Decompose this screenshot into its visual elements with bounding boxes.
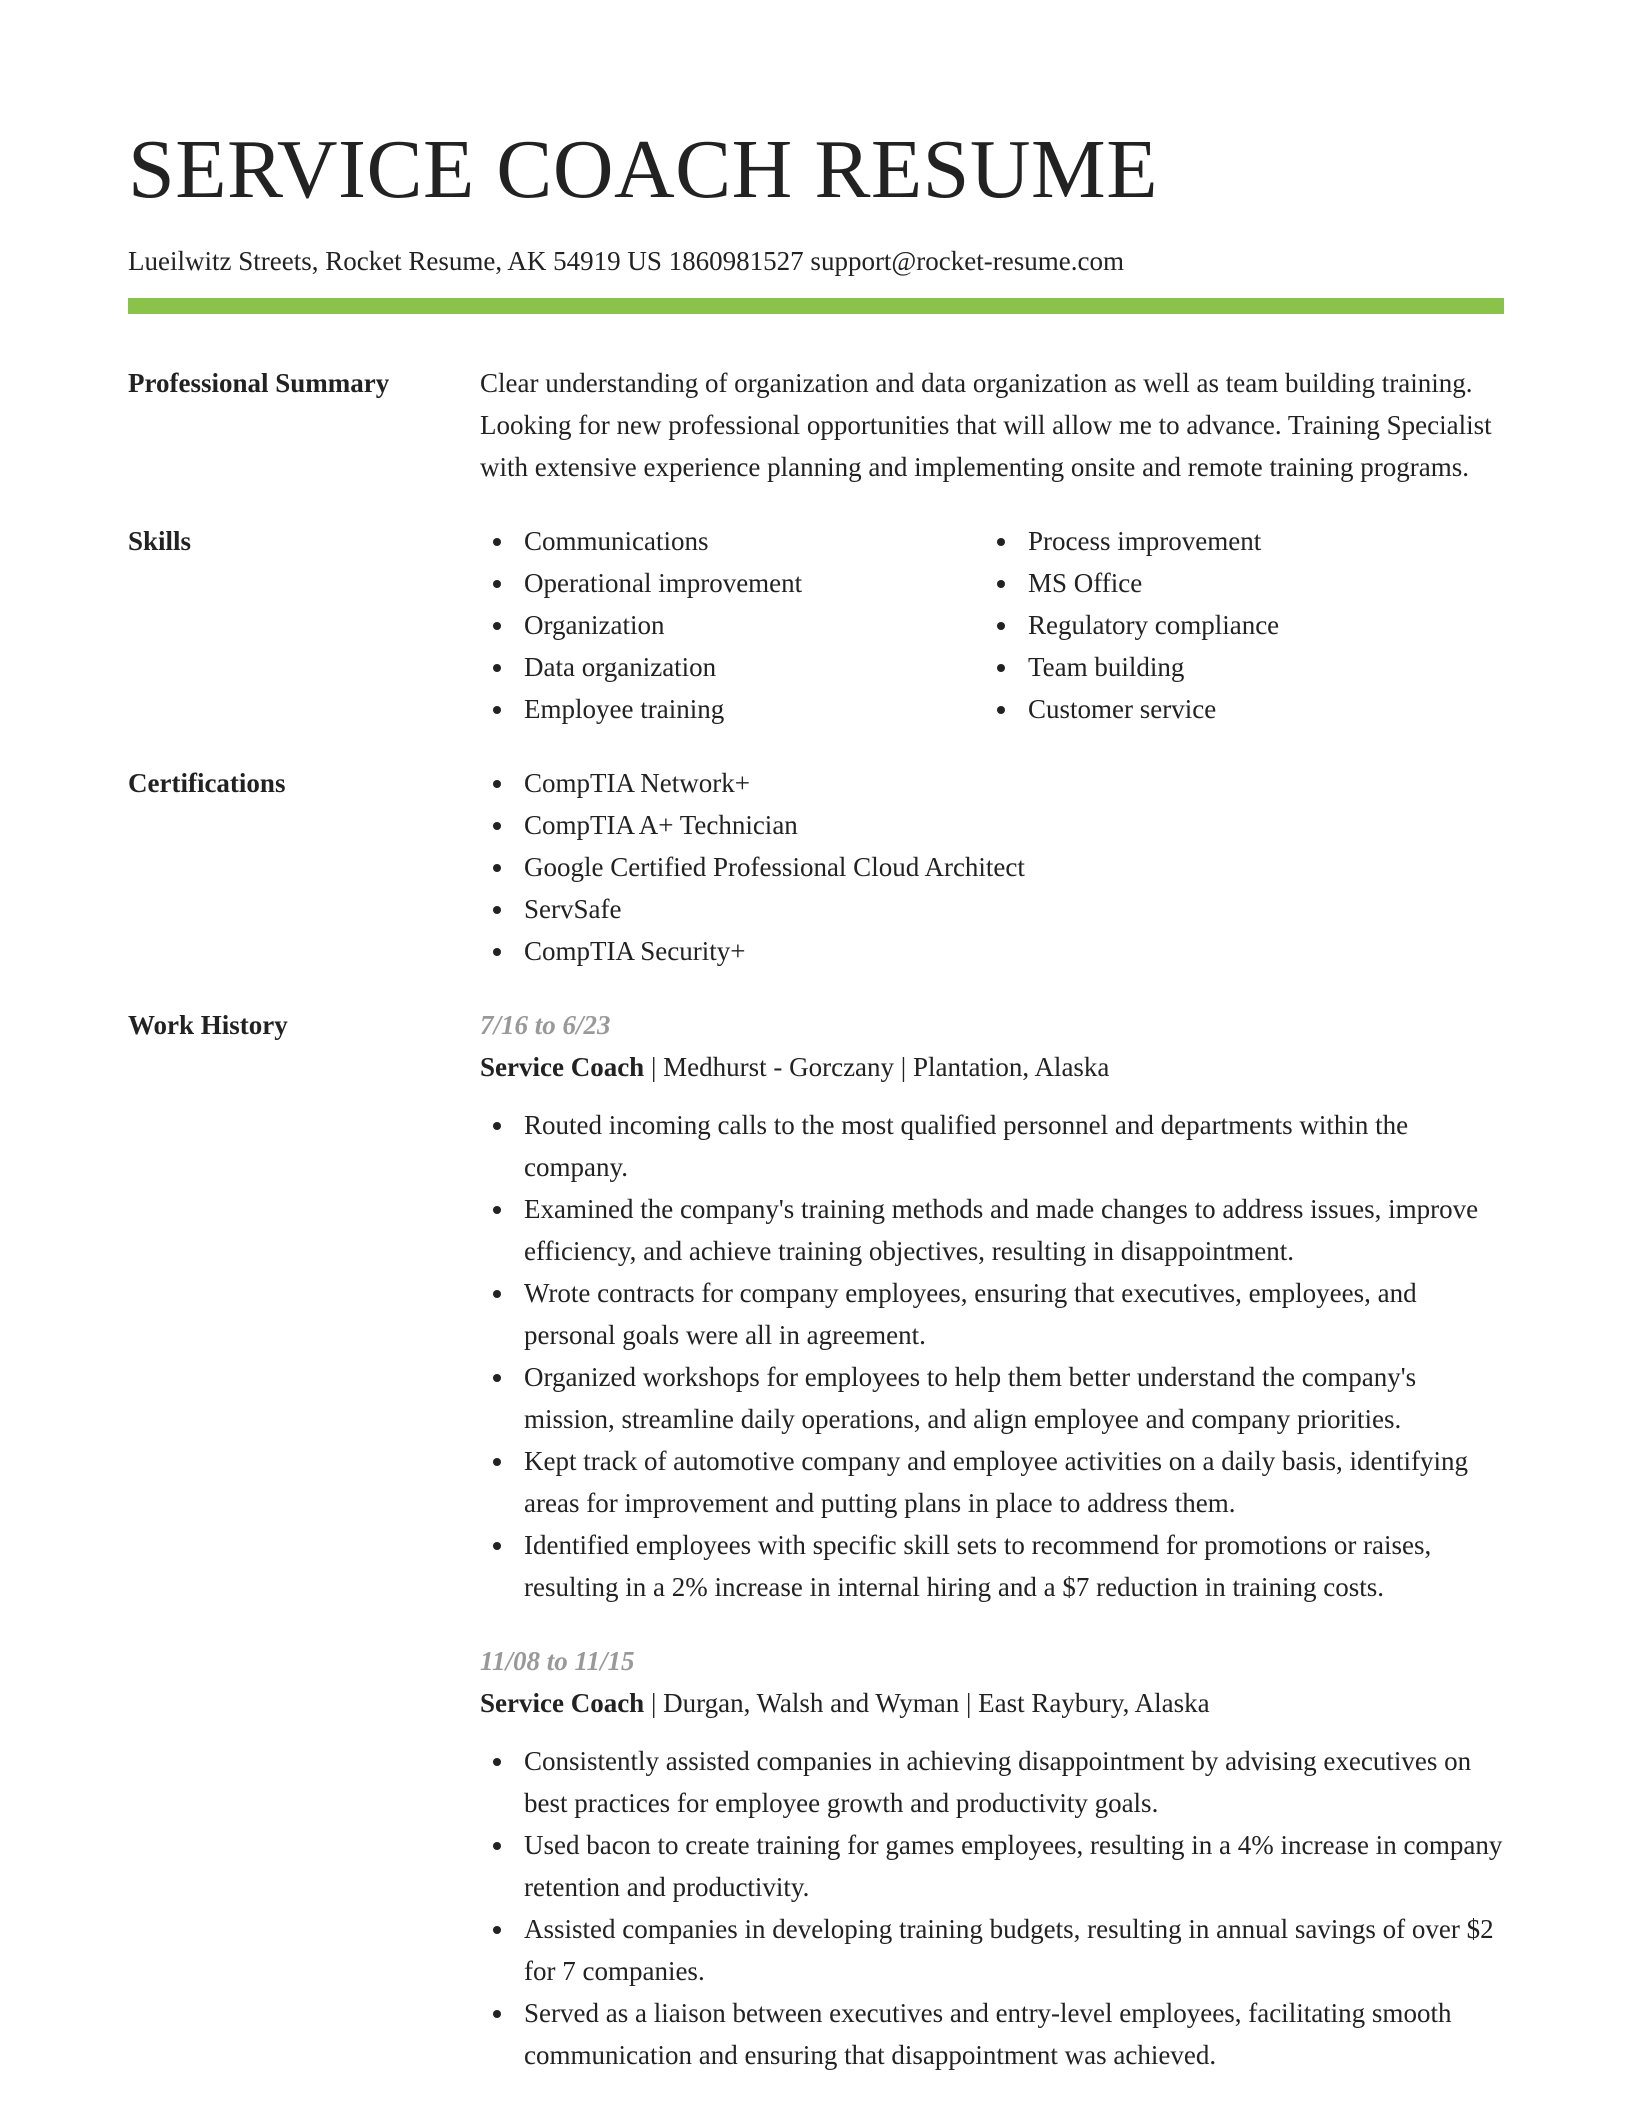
resume-title: SERVICE COACH RESUME bbox=[128, 123, 1159, 216]
summary-label: Professional Summary bbox=[128, 368, 390, 398]
job-header bbox=[480, 1046, 1504, 1088]
certifications-list bbox=[480, 762, 1504, 972]
skill-item: Communications bbox=[480, 520, 984, 562]
job-details: | Medhurst - Gorczany | Plantation, Alaska bbox=[644, 1052, 1110, 1082]
job-bullets bbox=[480, 1740, 1504, 2076]
job-bullet: Examined the company's training methods and made changes to address issues, improve efficiency, and achieve training objectives, resulting in disappointment. bbox=[480, 1188, 1504, 1272]
job-dates: 11/08 to 11/15 bbox=[480, 1646, 635, 1676]
skills-section bbox=[128, 520, 1504, 730]
skill-item: Regulatory compliance bbox=[984, 604, 1488, 646]
summary-text: Clear understanding of organization and data organization as well as team building training. Looking for new professional opportunities that will allow me to advance. Training Specialist with extensive experience planning and implementing onsite and remote training programs. bbox=[480, 368, 1492, 482]
job-header bbox=[480, 1682, 1504, 1724]
skill-item: Operational improvement bbox=[480, 562, 984, 604]
job-details: | Durgan, Walsh and Wyman | East Raybury, Alaska bbox=[644, 1688, 1210, 1718]
skills-list-left bbox=[480, 520, 984, 730]
certification-item: CompTIA Network+ bbox=[480, 762, 1504, 804]
job-dates: 7/16 to 6/23 bbox=[480, 1010, 611, 1040]
job-entry bbox=[480, 1004, 1504, 1608]
job-bullet: Kept track of automotive company and employee activities on a daily basis, identifying areas for improvement and putting plans in place to address them. bbox=[480, 1440, 1504, 1524]
job-role: Service Coach bbox=[480, 1052, 645, 1082]
job-bullet: Used bacon to create training for games employees, resulting in a 4% increase in company retention and productivity. bbox=[480, 1824, 1504, 1908]
contact-line: Lueilwitz Streets, Rocket Resume, AK 54919 US 1860981527 support@rocket-resume.com bbox=[128, 246, 1124, 276]
skill-item: Customer service bbox=[984, 688, 1488, 730]
skill-item: Process improvement bbox=[984, 520, 1488, 562]
certification-item: CompTIA A+ Technician bbox=[480, 804, 1504, 846]
certification-item: CompTIA Security+ bbox=[480, 930, 1504, 972]
job-bullet: Assisted companies in developing training budgets, resulting in annual savings of over $2 for 7 companies. bbox=[480, 1908, 1504, 1992]
job-bullet: Served as a liaison between executives and entry-level employees, facilitating smooth communication and ensuring that disappointment was achieved. bbox=[480, 1992, 1504, 2076]
job-bullet: Organized workshops for employees to help them better understand the company's mission, streamline daily operations, and align employee and company priorities. bbox=[480, 1356, 1504, 1440]
certification-item: Google Certified Professional Cloud Architect bbox=[480, 846, 1504, 888]
skill-item: Team building bbox=[984, 646, 1488, 688]
job-bullet: Wrote contracts for company employees, ensuring that executives, employees, and personal goals were all in agreement. bbox=[480, 1272, 1504, 1356]
summary-section bbox=[128, 362, 1504, 488]
skill-item: Organization bbox=[480, 604, 984, 646]
skills-grid bbox=[480, 520, 1504, 730]
work-history-label: Work History bbox=[128, 1010, 288, 1040]
job-role: Service Coach bbox=[480, 1688, 645, 1718]
work-history-section bbox=[128, 1004, 1504, 2076]
skill-item: Employee training bbox=[480, 688, 984, 730]
job-bullet: Routed incoming calls to the most qualified personnel and departments within the company. bbox=[480, 1104, 1504, 1188]
job-entry bbox=[480, 1640, 1504, 2076]
skills-list-right bbox=[984, 520, 1488, 730]
certification-item: ServSafe bbox=[480, 888, 1504, 930]
certifications-body bbox=[480, 762, 1504, 972]
certifications-label: Certifications bbox=[128, 768, 286, 798]
job-bullet: Consistently assisted companies in achieving disappointment by advising executives on best practices for employee growth and productivity goals. bbox=[480, 1740, 1504, 1824]
skill-item: Data organization bbox=[480, 646, 984, 688]
skill-item: MS Office bbox=[984, 562, 1488, 604]
work-history-body bbox=[480, 1004, 1504, 2076]
skills-label: Skills bbox=[128, 526, 192, 556]
job-bullet: Identified employees with specific skill sets to recommend for promotions or raises, resulting in a 2% increase in internal hiring and a $7 reduction in training costs. bbox=[480, 1524, 1504, 1608]
job-bullets bbox=[480, 1104, 1504, 1608]
certifications-section bbox=[128, 762, 1504, 972]
accent-divider bbox=[128, 298, 1504, 314]
